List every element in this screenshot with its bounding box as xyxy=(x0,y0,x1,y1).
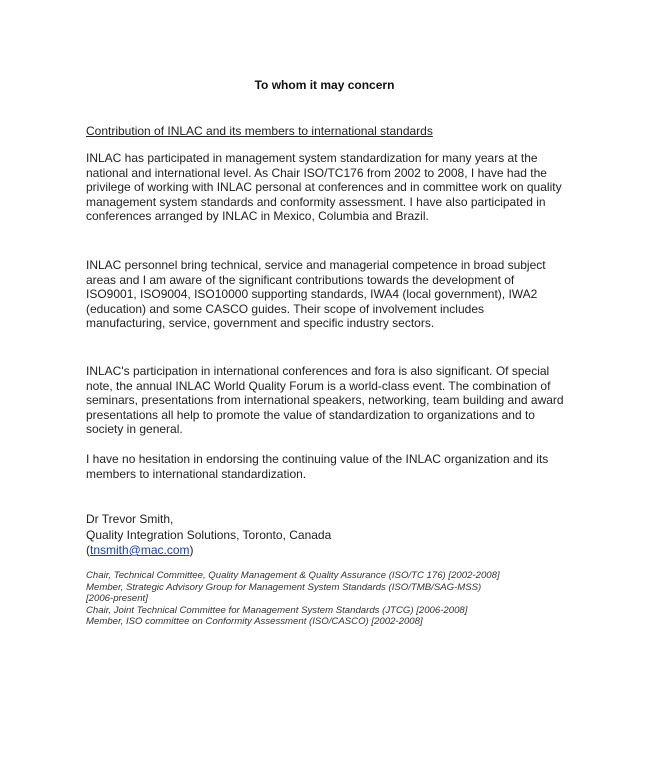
email-close-paren: ) xyxy=(189,543,194,557)
signer-name: Dr Trevor Smith, xyxy=(86,512,174,526)
credential-item: Member, ISO committee on Conformity Assessment (ISO/CASCO) [2002-2008] xyxy=(86,616,423,628)
credential-item: Chair, Joint Technical Committee for Management System Standards (JTCG) [2006-2008] xyxy=(86,604,468,616)
email-open-paren: ( xyxy=(86,543,90,557)
signer-organization: Quality Integration Solutions, Toronto, Canada xyxy=(86,527,332,542)
email-link[interactable]: tnsmith@mac.com xyxy=(90,543,190,557)
letter-heading: Contribution of INLAC and its members to international standards xyxy=(86,124,433,138)
paragraph-4: I have no hesitation in endorsing the continuing value of the INLAC organization and its members to international standardization. xyxy=(86,452,549,481)
letter-title: To whom it may concern xyxy=(254,78,395,92)
paragraph-1: INLAC has participated in management system standardization for many years at the national and international level. As Chair ISO/TC176 from 2002 to 2008, I have had the privilege of working with INLAC personal at conferences and in committee work on quality management system standards and conformity assessment. I have also participated in conferences arranged by INLAC in Mexico, Columbia and Brazil. xyxy=(86,151,562,224)
credential-item: [2006-present] xyxy=(86,593,148,605)
paragraph-3: INLAC's participation in international conferences and fora is also significant. Of special note, the annual INLAC World Quality Forum is a world-class event. The combination of seminars, presentations from international speakers, networking, team building and award presentations all help to promote the value of standardization to organizations and to society in general. xyxy=(86,364,564,437)
credential-item: Member, Strategic Advisory Group for Management System Standards (ISO/TMB/SAG-MSS) xyxy=(86,581,482,593)
signer-email-line xyxy=(86,543,331,559)
credential-item: Chair, Technical Committee, Quality Management & Quality Assurance (ISO/TC 176) [2002-2008] xyxy=(86,570,500,581)
paragraph-2: INLAC personnel bring technical, service and managerial competence in broad subject areas and I am aware of the significant contributions towards the development of ISO9001, ISO9004, ISO10000 supporting standards, IWA4 (local government), IWA2 (education) and some CASCO guides. Their scope of involvement includes manufacturing, service, government and specific industry sectors. xyxy=(86,258,546,331)
credentials-list xyxy=(86,570,566,628)
signature-block xyxy=(86,512,331,559)
